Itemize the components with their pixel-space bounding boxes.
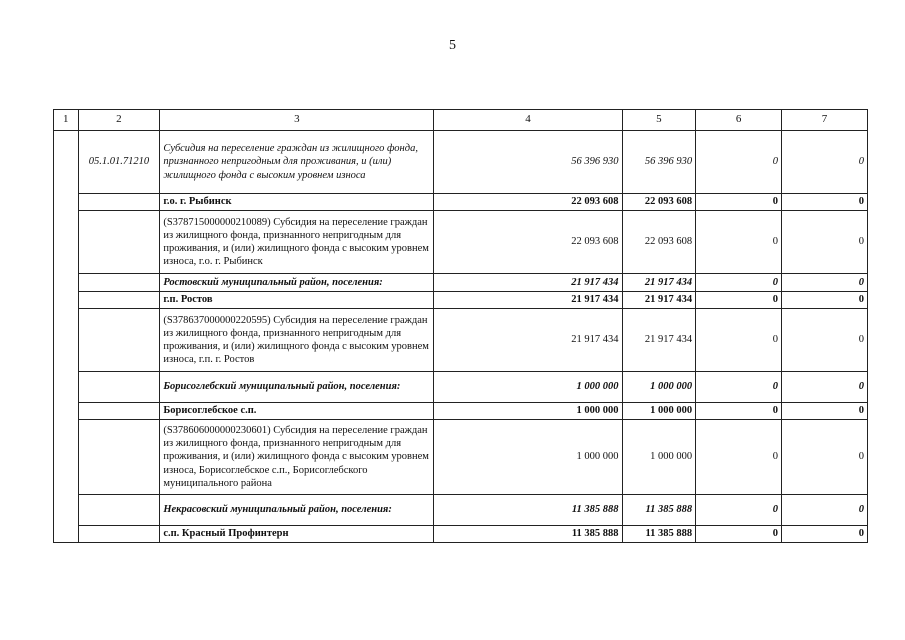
table-row (54, 131, 868, 194)
table-row (54, 292, 868, 309)
amount-col-6: 0 (696, 131, 782, 194)
amount-col-4: 11 385 888 (434, 495, 622, 526)
name-cell: (S378637000000220595) Субсидия на переселение граждан из жилищного фонда, признанного непригодным для проживания, и (или) жилищного фонда с высоким уровнем износа, г.п. г. Ростов (160, 309, 434, 372)
amount-col-5: 22 093 608 (622, 194, 696, 211)
amount-col-6: 0 (696, 420, 782, 495)
amount-col-7: 0 (782, 403, 868, 420)
amount-col-7: 0 (782, 131, 868, 194)
code-cell (78, 526, 160, 543)
header-col-2: 2 (78, 110, 160, 131)
header-col-1: 1 (54, 110, 79, 131)
amount-col-6: 0 (696, 194, 782, 211)
code-cell (78, 403, 160, 420)
row-number-cell (54, 131, 79, 543)
amount-col-4: 11 385 888 (434, 526, 622, 543)
amount-col-4: 21 917 434 (434, 274, 622, 292)
amount-col-4: 21 917 434 (434, 309, 622, 372)
name-cell: Борисоглебский муниципальный район, поселения: (160, 372, 434, 403)
table-row (54, 420, 868, 495)
header-row (54, 110, 868, 131)
amount-col-6: 0 (696, 211, 782, 274)
amount-col-6: 0 (696, 372, 782, 403)
name-cell: (S378606000000230601) Субсидия на переселение граждан из жилищного фонда, признанного непригодным для проживания, и (или) жилищного фонда с высоким уровнем износа, Борисоглебское с.п., Борисоглебского муниципального района (160, 420, 434, 495)
header-col-7: 7 (782, 110, 868, 131)
code-cell (78, 420, 160, 495)
name-cell: г.о. г. Рыбинск (160, 194, 434, 211)
header-col-3: 3 (160, 110, 434, 131)
amount-col-5: 11 385 888 (622, 526, 696, 543)
amount-col-7: 0 (782, 420, 868, 495)
amount-col-6: 0 (696, 274, 782, 292)
amount-col-6: 0 (696, 403, 782, 420)
amount-col-7: 0 (782, 526, 868, 543)
amount-col-7: 0 (782, 274, 868, 292)
table-row (54, 274, 868, 292)
code-cell: 05.1.01.71210 (78, 131, 160, 194)
code-cell (78, 495, 160, 526)
code-cell (78, 372, 160, 403)
code-cell (78, 274, 160, 292)
amount-col-4: 56 396 930 (434, 131, 622, 194)
amount-col-4: 22 093 608 (434, 194, 622, 211)
amount-col-5: 11 385 888 (622, 495, 696, 526)
amount-col-6: 0 (696, 526, 782, 543)
name-cell: г.п. Ростов (160, 292, 434, 309)
table-row (54, 495, 868, 526)
table-row (54, 211, 868, 274)
amount-col-6: 0 (696, 309, 782, 372)
code-cell (78, 211, 160, 274)
header-col-6: 6 (696, 110, 782, 131)
budget-table (53, 109, 868, 543)
table-row (54, 194, 868, 211)
amount-col-4: 1 000 000 (434, 403, 622, 420)
table-row (54, 403, 868, 420)
amount-col-6: 0 (696, 495, 782, 526)
table-body (54, 131, 868, 543)
name-cell: (S378715000000210089) Субсидия на переселение граждан из жилищного фонда, признанного непригодным для проживания, и (или) жилищного фонда с высоким уровнем износа, г.о. г. Рыбинск (160, 211, 434, 274)
amount-col-4: 1 000 000 (434, 372, 622, 403)
amount-col-4: 21 917 434 (434, 292, 622, 309)
code-cell (78, 292, 160, 309)
code-cell (78, 309, 160, 372)
name-cell: Некрасовский муниципальный район, поселения: (160, 495, 434, 526)
amount-col-5: 1 000 000 (622, 372, 696, 403)
amount-col-5: 22 093 608 (622, 211, 696, 274)
header-col-5: 5 (622, 110, 696, 131)
amount-col-4: 22 093 608 (434, 211, 622, 274)
amount-col-5: 56 396 930 (622, 131, 696, 194)
amount-col-7: 0 (782, 372, 868, 403)
amount-col-5: 1 000 000 (622, 403, 696, 420)
amount-col-6: 0 (696, 292, 782, 309)
page-number: 5 (449, 38, 456, 53)
name-cell: Борисоглебское с.п. (160, 403, 434, 420)
header-col-4: 4 (434, 110, 622, 131)
name-cell: Субсидия на переселение граждан из жилищного фонда, признанного непригодным для проживания, и (или) жилищного фонда с высоким уровнем износа (160, 131, 434, 194)
code-cell (78, 194, 160, 211)
name-cell: Ростовский муниципальный район, поселения: (160, 274, 434, 292)
amount-col-4: 1 000 000 (434, 420, 622, 495)
table-row (54, 372, 868, 403)
amount-col-7: 0 (782, 309, 868, 372)
amount-col-7: 0 (782, 292, 868, 309)
name-cell: с.п. Красный Профинтерн (160, 526, 434, 543)
amount-col-7: 0 (782, 211, 868, 274)
amount-col-5: 21 917 434 (622, 309, 696, 372)
table-row (54, 309, 868, 372)
amount-col-5: 21 917 434 (622, 292, 696, 309)
amount-col-7: 0 (782, 495, 868, 526)
amount-col-7: 0 (782, 194, 868, 211)
amount-col-5: 21 917 434 (622, 274, 696, 292)
amount-col-5: 1 000 000 (622, 420, 696, 495)
table-row (54, 526, 868, 543)
